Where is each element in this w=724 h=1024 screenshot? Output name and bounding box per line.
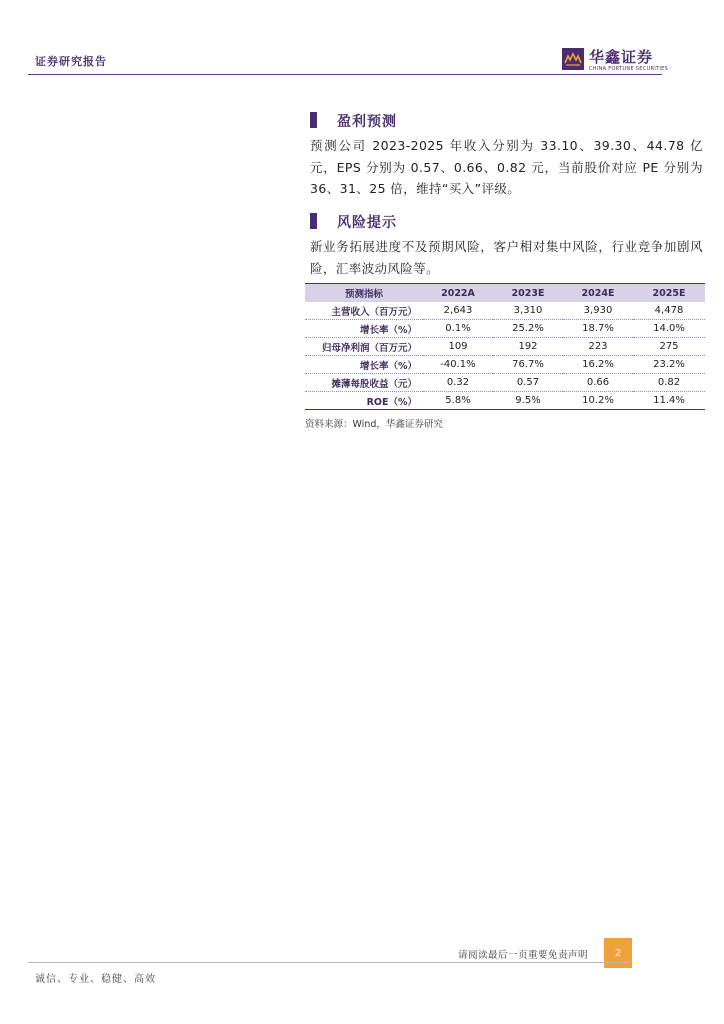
table-header-cell: 2022A bbox=[423, 284, 493, 303]
table-cell: 0.32 bbox=[423, 374, 493, 392]
report-type-label: 证券研究报告 bbox=[35, 55, 107, 68]
table-row bbox=[305, 302, 705, 320]
table-cell: 14.0% bbox=[633, 320, 705, 338]
table-cell: -40.1% bbox=[423, 356, 493, 374]
table-cell: 0.1% bbox=[423, 320, 493, 338]
logo-text-en: CHINA FORTUNE SECURITIES bbox=[589, 66, 669, 72]
row-label: 增长率（%） bbox=[305, 320, 423, 338]
table-cell: 0.57 bbox=[493, 374, 563, 392]
table-row bbox=[305, 374, 705, 392]
table-cell: 223 bbox=[563, 338, 633, 356]
row-label: 增长率（%） bbox=[305, 356, 423, 374]
table-cell: 4,478 bbox=[633, 302, 705, 320]
page-number-badge: 2 bbox=[604, 938, 632, 968]
table-cell: 11.4% bbox=[633, 392, 705, 410]
table-row bbox=[305, 356, 705, 374]
table-row bbox=[305, 338, 705, 356]
logo-text-cn: 华鑫证券 bbox=[589, 48, 654, 66]
table-cell: 10.2% bbox=[563, 392, 633, 410]
footer-motto: 诚信、专业、稳健、高效 bbox=[35, 974, 156, 985]
table-cell: 192 bbox=[493, 338, 563, 356]
row-label: 摊薄每股收益（元） bbox=[305, 374, 423, 392]
table-cell: 5.8% bbox=[423, 392, 493, 410]
table-header-cell: 2023E bbox=[493, 284, 563, 303]
table-cell: 109 bbox=[423, 338, 493, 356]
table-source-note: 资料来源：Wind，华鑫证券研究 bbox=[305, 419, 443, 430]
header-divider bbox=[28, 74, 662, 75]
footer-divider bbox=[28, 962, 629, 963]
table-cell: 2,643 bbox=[423, 302, 493, 320]
table-cell: 18.7% bbox=[563, 320, 633, 338]
row-label: 主营收入（百万元） bbox=[305, 302, 423, 320]
row-label: ROE（%） bbox=[305, 392, 423, 410]
disclaimer-link[interactable]: 请阅读最后一页重要免责声明 bbox=[458, 950, 589, 961]
company-logo bbox=[562, 46, 669, 74]
table-cell: 0.82 bbox=[633, 374, 705, 392]
logo-mark-icon bbox=[562, 48, 584, 70]
table-header-cell: 预测指标 bbox=[305, 284, 423, 303]
row-label: 归母净利润（百万元） bbox=[305, 338, 423, 356]
forecast-paragraph: 预测公司 2023-2025 年收入分别为 33.10、39.30、44.78 亿元，EPS 分别为 0.57、0.66、0.82 元，当前股价对应 PE 分别为 36、31、25 倍，维持“买入”评级。 bbox=[310, 138, 703, 196]
section-title: 风险提示 bbox=[337, 215, 397, 231]
table-cell: 3,930 bbox=[563, 302, 633, 320]
risk-paragraph: 新业务拓展进度不及预期风险，客户相对集中风险，行业竞争加剧风险，汇率波动风险等。 bbox=[310, 239, 703, 276]
section-title: 盈利预测 bbox=[337, 114, 397, 130]
forecast-table bbox=[305, 283, 705, 410]
table-cell: 275 bbox=[633, 338, 705, 356]
table-header-cell: 2025E bbox=[633, 284, 705, 303]
table-cell: 3,310 bbox=[493, 302, 563, 320]
table-cell: 9.5% bbox=[493, 392, 563, 410]
table-header-row bbox=[305, 284, 705, 303]
table-cell: 76.7% bbox=[493, 356, 563, 374]
table-cell: 0.66 bbox=[563, 374, 633, 392]
table-row bbox=[305, 392, 705, 410]
table-cell: 16.2% bbox=[563, 356, 633, 374]
section-marker bbox=[310, 112, 317, 128]
table-header-cell: 2024E bbox=[563, 284, 633, 303]
table-row bbox=[305, 320, 705, 338]
section-marker bbox=[310, 213, 317, 229]
table-cell: 23.2% bbox=[633, 356, 705, 374]
table-cell: 25.2% bbox=[493, 320, 563, 338]
